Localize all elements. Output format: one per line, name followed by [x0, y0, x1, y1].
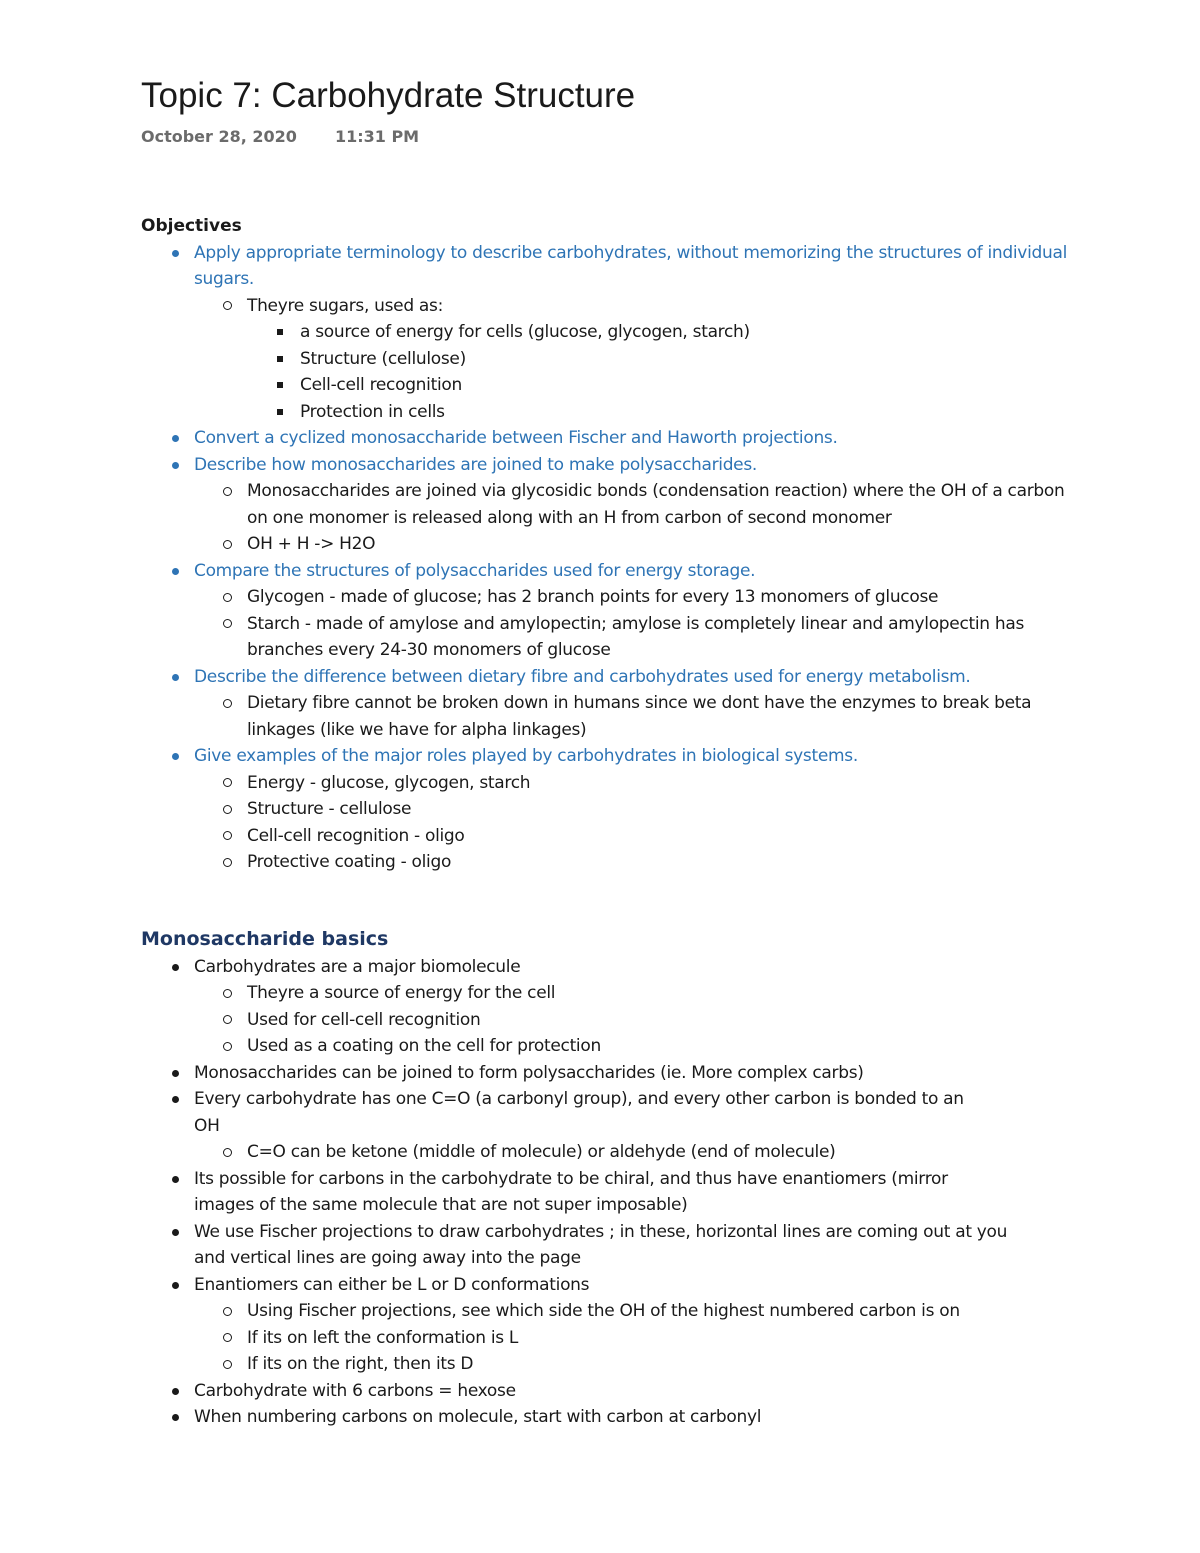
list-item	[194, 293, 1071, 426]
list-item-text: Theyre a source of energy for the cell	[247, 983, 556, 1003]
list-item-text: Used as a coating on the cell for protection	[247, 1036, 601, 1056]
list-item-text: Glycogen - made of glucose; has 2 branch points for every 13 monomers of glucose	[247, 587, 939, 607]
list-item	[194, 584, 1071, 611]
list-item-text: Starch - made of amylose and amylopectin; amylose is completely linear and amylopectin has branches every 24-30 monomers of glucose	[247, 613, 1025, 660]
list-item-text: When numbering carbons on molecule, start with carbon at carbonyl	[194, 1407, 762, 1427]
bullet-icon	[223, 1307, 232, 1316]
list-item-text: Protective coating - oligo	[247, 852, 452, 872]
list-item	[141, 664, 1071, 744]
list-item	[141, 558, 1071, 664]
objectives-heading: Objectives	[141, 216, 242, 236]
objective-text: Compare the structures of polysaccharides used for energy storage.	[194, 560, 756, 581]
list-item	[194, 531, 1071, 558]
bullet-icon	[172, 1414, 179, 1421]
list-item	[194, 1139, 1094, 1166]
list-item-text: Structure - cellulose	[247, 799, 412, 819]
bullet-icon	[223, 699, 232, 708]
list-item-text: Carbohydrates are a major biomolecule	[194, 956, 521, 977]
list-item-text: Theyre sugars, used as:	[247, 295, 444, 316]
list-item-text: Monosaccharides are joined via glycosidic bonds (condensation reaction) where the OH of a carbon on one monomer is released along with an H from carbon of second monomer	[247, 481, 1065, 528]
timestamp	[141, 126, 419, 148]
bullet-icon	[172, 964, 179, 971]
list-item	[194, 823, 1071, 850]
list-item	[141, 1404, 1071, 1431]
list-item-text: OH + H -> H2O	[247, 534, 376, 554]
list-item	[141, 240, 1071, 426]
list-item	[194, 980, 1071, 1007]
list-item-text: We use Fischer projections to draw carbohydrates ; in these, horizontal lines are coming out at you and vertical lines are going away into the page	[194, 1221, 1008, 1268]
list-item-text: Every carbohydrate has one C=O (a carbonyl group), and every other carbon is bonded to an OH	[194, 1089, 964, 1136]
bullet-icon	[223, 1148, 232, 1157]
bullet-icon	[172, 1096, 179, 1103]
list-item	[247, 346, 1071, 373]
bullet-icon	[172, 753, 179, 760]
bullet-icon	[172, 1388, 179, 1395]
bullet-icon	[223, 1015, 232, 1024]
list-item	[194, 690, 1071, 743]
list-item	[247, 319, 1071, 346]
bullet-icon	[277, 329, 283, 335]
objective-text: Describe how monosaccharides are joined to make polysaccharides.	[194, 454, 758, 475]
list-item-text: Cell-cell recognition	[300, 375, 462, 395]
bullet-icon	[223, 619, 232, 628]
list-item-text: Monosaccharides can be joined to form polysaccharides (ie. More complex carbs)	[194, 1062, 864, 1083]
bullet-icon	[172, 1282, 179, 1289]
bullet-icon	[277, 356, 283, 362]
list-item	[194, 1325, 984, 1352]
list-item	[141, 1060, 1071, 1087]
bullet-icon	[223, 1333, 232, 1342]
list-item-text: C=O can be ketone (middle of molecule) or aldehyde (end of molecule)	[247, 1142, 836, 1162]
objective-text: Describe the difference between dietary fibre and carbohydrates used for energy metabolism.	[194, 666, 971, 687]
list-item-text: Energy - glucose, glycogen, starch	[247, 772, 531, 793]
list-item	[141, 1378, 1071, 1405]
list-item	[194, 770, 1071, 797]
list-item	[141, 1272, 1071, 1378]
list-item	[141, 954, 1071, 1060]
objective-text: Give examples of the major roles played by carbohydrates in biological systems.	[194, 746, 858, 766]
list-item-text: Cell-cell recognition - oligo	[247, 825, 465, 846]
bullet-icon	[172, 1070, 179, 1077]
list-item	[141, 1086, 994, 1166]
list-item-text: Enantiomers can either be L or D conformations	[194, 1274, 590, 1295]
bullet-icon	[172, 435, 179, 442]
list-item	[141, 1219, 1024, 1272]
bullet-icon	[223, 540, 232, 549]
list-item	[141, 743, 1071, 876]
bullet-icon	[172, 462, 179, 469]
list-item-text: Using Fischer projections, see which side the OH of the highest numbered carbon is on	[247, 1301, 960, 1321]
list-item	[194, 1298, 984, 1325]
bullet-icon	[223, 858, 232, 867]
list-item-text: Structure (cellulose)	[300, 348, 466, 369]
list-item-text: If its on the right, then its D	[247, 1354, 474, 1374]
bullet-icon	[223, 1042, 232, 1051]
bullet-icon	[172, 568, 179, 575]
list-item	[194, 1033, 1071, 1060]
bullet-icon	[223, 989, 232, 998]
list-item	[194, 1351, 984, 1378]
list-item-text: Carbohydrate with 6 carbons = hexose	[194, 1380, 516, 1401]
bullet-icon	[223, 831, 232, 840]
bullet-icon	[172, 1229, 179, 1236]
list-item	[141, 425, 1071, 452]
list-item-text: Its possible for carbons in the carbohydrate to be chiral, and thus have enantiomers (mirror images of the same molecule that are not super imposable)	[194, 1168, 948, 1215]
objective-text: Convert a cyclized monosaccharide between Fischer and Haworth projections.	[194, 428, 838, 448]
objective-text: Apply appropriate terminology to describe carbohydrates, without memorizing the structures of individual sugars.	[194, 242, 1067, 289]
bullet-icon	[223, 778, 232, 787]
bullet-icon	[172, 250, 179, 257]
list-item	[194, 796, 1071, 823]
list-item-text: a source of energy for cells (glucose, glycogen, starch)	[300, 322, 750, 342]
bullet-icon	[172, 674, 179, 681]
time: 11:31 PM	[334, 127, 420, 146]
list-item	[194, 849, 1071, 876]
list-item	[141, 452, 1071, 558]
bullet-icon	[223, 593, 232, 602]
bullet-icon	[172, 1176, 179, 1183]
section-heading: Monosaccharide basics	[141, 928, 389, 950]
bullet-icon	[277, 409, 283, 415]
list-item-text: Protection in cells	[300, 401, 445, 422]
list-item-text: Dietary fibre cannot be broken down in humans since we dont have the enzymes to break beta linkages (like we have for alpha linkages)	[247, 693, 1032, 740]
objectives-list	[141, 240, 1071, 876]
list-item-text: If its on left the conformation is L	[247, 1327, 519, 1348]
date: October 28, 2020	[141, 127, 297, 146]
list-item	[194, 611, 1071, 664]
bullet-icon	[223, 805, 232, 814]
list-item-text: Used for cell-cell recognition	[247, 1009, 481, 1030]
list-item	[247, 399, 1071, 426]
bullet-icon	[223, 487, 232, 496]
bullet-icon	[277, 382, 283, 388]
list-item	[194, 1007, 1071, 1034]
page-title: Topic 7: Carbohydrate Structure	[141, 76, 636, 115]
bullet-icon	[223, 1360, 232, 1369]
list-item	[194, 478, 1071, 531]
list-item	[247, 372, 1071, 399]
monosaccharide-list	[141, 954, 1071, 1431]
bullet-icon	[223, 301, 232, 310]
list-item	[141, 1166, 984, 1219]
